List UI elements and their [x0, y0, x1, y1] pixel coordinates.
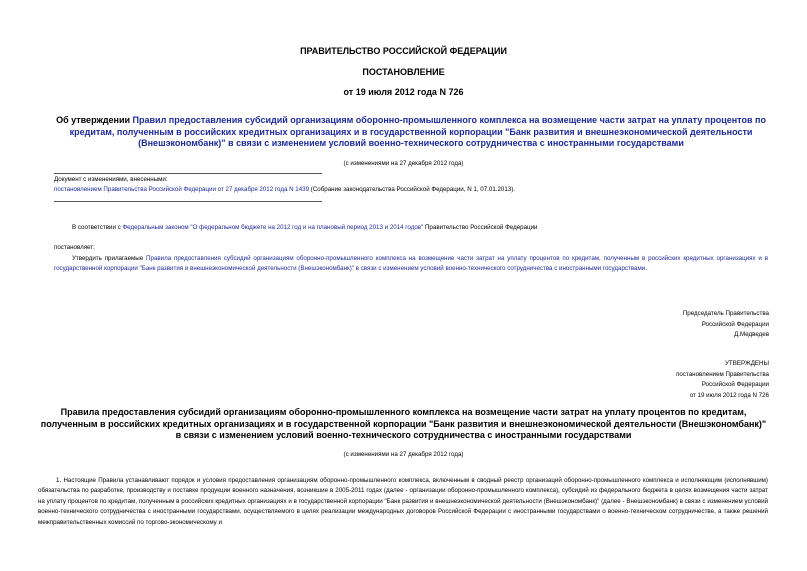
approval-rules-link[interactable]: Правила предоставления субсидий организациям оборонно-промышленного комплекса на возмещение части затрат на уплату процентов по кредитам, полученным в российских кредитных организациях и в государственной корпорации "Банк развития и внешнеэкономической деятельности (Внешэкономбанк)" в связи с изменением условий военно-технического сотрудничества с иностранными государствами: [54, 255, 768, 272]
signature-country: Российской Федерации: [701, 320, 769, 328]
divider-top: [54, 173, 322, 174]
approved-line3: от 19 июля 2012 года N 726: [689, 391, 769, 399]
signature-position: Председатель Правительства: [682, 310, 769, 317]
government-heading: ПРАВИТЕЛЬСТВО РОССИЙСКОЙ ФЕДЕРАЦИИ: [300, 46, 507, 56]
approval-start: Утвердить прилагаемые: [72, 255, 147, 262]
federal-law-link[interactable]: Федеральным законом "О федеральном бюджете на 2012 год и на плановый период 2013 и 2014 годов": [122, 224, 424, 231]
title-prefix: Об утверждении: [56, 115, 133, 125]
revision-note: (с изменениями на 27 декабря 2012 года): [343, 160, 464, 167]
approved-block: [676, 359, 769, 401]
document-date-number: от 19 июля 2012 года N 726: [343, 87, 464, 97]
rules-revision-note: (с изменениями на 27 декабря 2012 года): [343, 451, 464, 458]
amendment-source: (Собрание законодательства Российской Федерации, N 1, 07.01.2013).: [309, 186, 516, 193]
preamble-start: В соответствии с: [72, 224, 123, 231]
approval-paragraph: [54, 254, 768, 274]
document-type: ПОСТАНОВЛЕНИЕ: [362, 67, 445, 77]
preamble-end: Правительство Российской Федерации: [423, 224, 538, 231]
decree-word: постановляет:: [54, 244, 95, 251]
signature-name: Д.Медведев: [734, 331, 769, 338]
approved-line2: Российской Федерации: [701, 381, 769, 388]
approved-line1: постановлением Правительства: [676, 370, 769, 378]
rules-title: Правила предоставления субсидий организациям оборонно-промышленного комплекса на возмещение части затрат на уплату процентов по кредитам, полученным в российских кредитных организациях и в государственной корпорации "Банк развития и внешнеэкономической деятельности (Внешэкономбанк)" в связи с изменением условий военно-технического сотрудничества с иностранными государствами: [40, 407, 767, 440]
title-rules-link[interactable]: Правил предоставления субсидий организациям оборонно-промышленного комплекса на возмещение части затрат на уплату процентов по кредитам, полученным в российских кредитных организациях и в государственной корпорации "Банк развития и внешнеэкономической деятельности (Внешэкономбанк)" в связи с изменением условий военно-технического сотрудничества с иностранными государствами: [69, 115, 766, 148]
signature-block: [683, 309, 769, 341]
preamble: [72, 224, 537, 231]
changes-label: Документ с изменениями, внесенными:: [54, 176, 168, 183]
divider-bottom: [54, 201, 322, 202]
rules-paragraph-1: 1. Настоящие Правила устанавливают порядок и условия предоставления организациям оборонно-промышленного комплекса, включенным в сводный реестр организаций оборонно-промышленного комплекса и исполняющим (исполнявшим) обязательства по разработке, производству и поставке продукции военного назначения, возникшие в 2005-2011 годах (далее - организации оборонно-промышленного комплекса), субсидий из федерального бюджета в целях возмещения части затрат на уплату процентов по кредитам, полученным в российских кредитных организациях и в государственной корпорации "Банк развития и внешнеэкономической деятельности (Внешэкономбанк)" (далее - Внешэкономбанк) в связи с изменением условий военно-технического сотрудничества с иностранными государствами, осуществляемого в целях реализации международных договоров Российской Федерации с иностранными государствами о военно-техническом сотрудничестве, а также решений межправительственных комиссий по торгово-экономическому и: [38, 477, 768, 526]
approved-label: УТВЕРЖДЕНЫ: [725, 360, 769, 367]
changes-entry: [54, 186, 515, 193]
amendment-link[interactable]: постановлением Правительства Российской Федерации от 27 декабря 2012 года N 1439: [54, 186, 310, 193]
approval-end: .: [645, 265, 647, 272]
document-title: [55, 115, 767, 150]
